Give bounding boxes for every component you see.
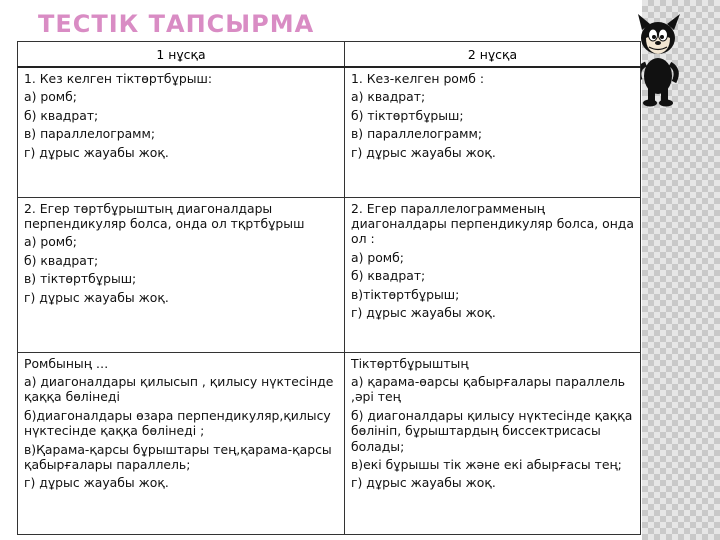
answer-option: а) диагоналдары қилысып , қилысу нүктесінде қаққа бөлінеді [24,373,334,405]
answer-option: в) параллелограмм; [24,126,156,142]
test-table [17,41,641,535]
answer-option: а) қарама-өарсы қабырғалары параллель ,әрі тең [351,373,626,405]
page-title: ТЕСТІК ТАПСЫРМА [38,10,315,38]
answer-option: а) ромб; [351,249,404,265]
answer-option: в) параллелограмм; [351,126,483,142]
answer-option: г) дұрыс жауабы жоқ. [351,304,496,320]
answer-option: б)диагоналдары өзара перпендикуляр,қилысу нүктесінде қаққа бөлінеді ; [24,407,331,439]
question-text: 1. Кез-келген ромб : [351,71,484,86]
header-row [18,42,641,68]
question-1-variant-1 [18,67,345,197]
question-2-variant-2 [345,197,641,352]
question-text: Ромбының … [24,355,109,371]
answer-option: а) ромб; [24,89,77,105]
answer-option: б) квадрат; [351,268,426,284]
answer-option: а) квадрат; [351,89,426,105]
question-3-variant-1 [18,352,345,534]
question-2-variant-1 [18,197,345,352]
answer-option: г) дұрыс жауабы жоқ. [24,475,169,491]
answer-option: б) тіктөртбұрыш; [351,107,464,123]
header-variant-1: 1 нұсқа [18,42,345,68]
answer-option: б) квадрат; [24,252,99,268]
answer-option: б) диагоналдары қилысу нүктесінде қаққа бөлініп, бұрыштардың биссектрисасы болады; [351,407,633,454]
answer-option: в)екі бұрышы тік және екі абырғасы тең; [351,456,622,472]
question-text: 2. Егер параллелограмменың диагоналдары перпендикуляр болса, онда ол : [351,200,634,247]
question-text: 1. Кез келген тіктөртбұрыш: [24,71,213,86]
table-row [18,197,641,352]
answer-option: г) дұрыс жауабы жоқ. [351,475,496,491]
answer-option: г) дұрыс жауабы жоқ. [351,144,496,160]
answer-option: в) тіктөртбұрыш; [24,271,137,287]
question-text: Тіктөртбұрыштың [351,355,469,371]
answer-option: г) дұрыс жауабы жоқ. [24,289,169,305]
table-row [18,67,641,197]
answer-option: б) квадрат; [24,107,99,123]
answer-option: в)Қарама-қарсы бұрыштары тең,қарама-қарсы қабырғалары параллель; [24,441,332,472]
question-3-variant-2 [345,352,641,534]
answer-option: а) ромб; [24,234,77,250]
answer-option: в)тіктөртбұрыш; [351,286,460,302]
question-text: 2. Егер төртбұрыштың диагоналдары перпендикуляр болса, онда ол тқртбұрыш [24,200,305,231]
table-row [18,352,641,534]
header-variant-2: 2 нұсқа [345,42,641,68]
question-1-variant-2 [345,67,641,197]
answer-option: г) дұрыс жауабы жоқ. [24,144,169,160]
